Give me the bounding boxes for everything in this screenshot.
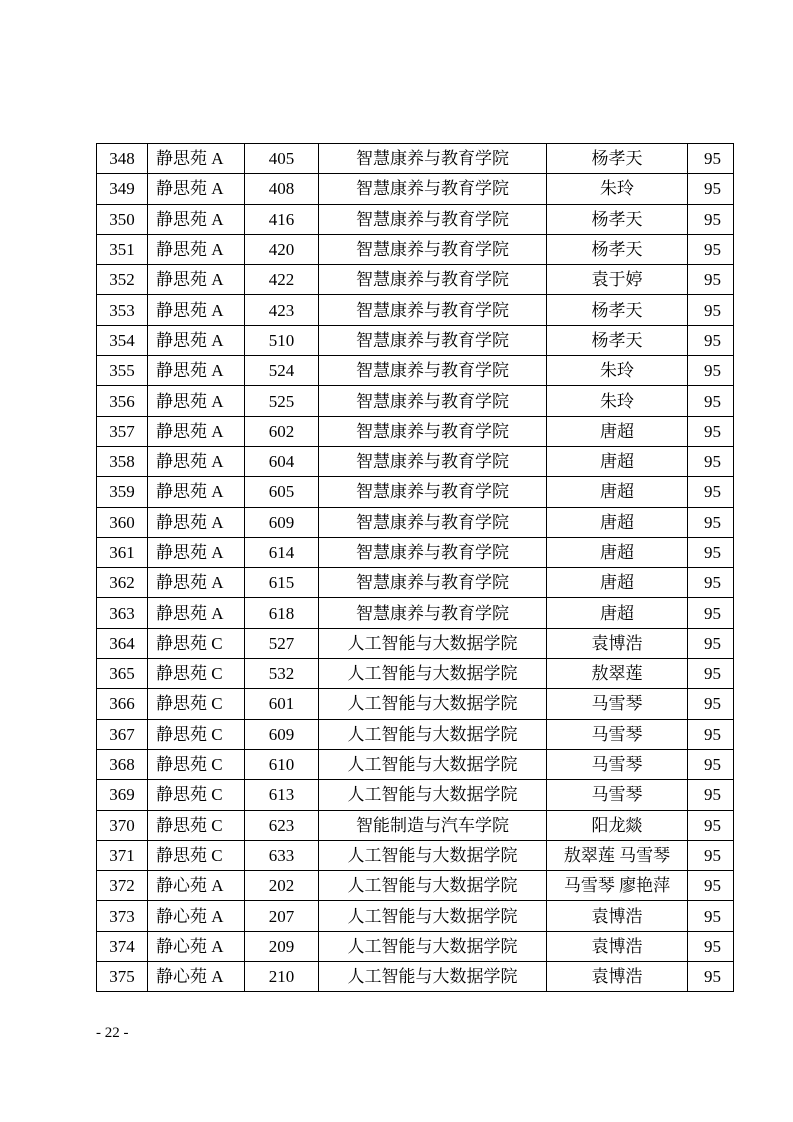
table-row [97,689,734,719]
table-row [97,477,734,507]
college-cell: 智慧康养与教育学院 [319,507,547,537]
inspector-name-cell: 杨孝天 [547,204,688,234]
building-cell: 静思苑 A [148,568,245,598]
building-cell: 静思苑 A [148,446,245,476]
room-cell: 423 [245,295,319,325]
college-cell: 智慧康养与教育学院 [319,477,547,507]
row-number-cell: 359 [97,477,148,507]
college-cell: 智慧康养与教育学院 [319,325,547,355]
table-row [97,568,734,598]
row-number-cell: 372 [97,871,148,901]
room-cell: 609 [245,507,319,537]
college-cell: 人工智能与大数据学院 [319,931,547,961]
building-cell: 静心苑 A [148,931,245,961]
college-cell: 智慧康养与教育学院 [319,234,547,264]
building-cell: 静思苑 C [148,749,245,779]
table-row [97,356,734,386]
inspector-name-cell: 唐超 [547,416,688,446]
row-number-cell: 370 [97,810,148,840]
college-cell: 智慧康养与教育学院 [319,265,547,295]
college-cell: 人工智能与大数据学院 [319,628,547,658]
score-cell: 95 [688,628,734,658]
room-cell: 610 [245,749,319,779]
room-cell: 416 [245,204,319,234]
inspector-name-cell: 唐超 [547,477,688,507]
table-row [97,174,734,204]
college-cell: 智慧康养与教育学院 [319,174,547,204]
college-cell: 人工智能与大数据学院 [319,749,547,779]
score-cell: 95 [688,871,734,901]
inspector-name-cell: 唐超 [547,446,688,476]
room-cell: 525 [245,386,319,416]
table-row [97,507,734,537]
inspector-name-cell: 杨孝天 [547,295,688,325]
row-number-cell: 362 [97,568,148,598]
score-cell: 95 [688,598,734,628]
table-row [97,537,734,567]
score-cell: 95 [688,719,734,749]
room-cell: 408 [245,174,319,204]
row-number-cell: 373 [97,901,148,931]
row-number-cell: 364 [97,628,148,658]
score-cell: 95 [688,325,734,355]
inspector-name-cell: 唐超 [547,537,688,567]
building-cell: 静思苑 A [148,386,245,416]
room-cell: 532 [245,659,319,689]
inspector-name-cell: 朱玲 [547,356,688,386]
room-cell: 613 [245,780,319,810]
room-cell: 405 [245,144,319,174]
college-cell: 人工智能与大数据学院 [319,871,547,901]
room-cell: 605 [245,477,319,507]
inspector-name-cell: 马雪琴 [547,780,688,810]
room-cell: 524 [245,356,319,386]
inspector-name-cell: 马雪琴 [547,749,688,779]
row-number-cell: 361 [97,537,148,567]
table-row [97,931,734,961]
score-cell: 95 [688,144,734,174]
row-number-cell: 363 [97,598,148,628]
score-cell: 95 [688,689,734,719]
building-cell: 静思苑 A [148,477,245,507]
row-number-cell: 371 [97,840,148,870]
score-cell: 95 [688,507,734,537]
inspector-name-cell: 袁博浩 [547,962,688,992]
table-row [97,749,734,779]
room-cell: 209 [245,931,319,961]
room-cell: 618 [245,598,319,628]
score-cell: 95 [688,234,734,264]
table-row [97,386,734,416]
row-number-cell: 353 [97,295,148,325]
row-number-cell: 350 [97,204,148,234]
row-number-cell: 368 [97,749,148,779]
score-cell: 95 [688,204,734,234]
score-cell: 95 [688,537,734,567]
table-row [97,871,734,901]
inspector-name-cell: 阳龙燚 [547,810,688,840]
building-cell: 静思苑 A [148,325,245,355]
building-cell: 静思苑 A [148,416,245,446]
college-cell: 人工智能与大数据学院 [319,780,547,810]
score-cell: 95 [688,840,734,870]
building-cell: 静思苑 C [148,810,245,840]
inspector-name-cell: 唐超 [547,568,688,598]
building-cell: 静心苑 A [148,871,245,901]
inspector-name-cell: 杨孝天 [547,325,688,355]
score-cell: 95 [688,386,734,416]
dormitory-score-table [96,143,734,992]
score-cell: 95 [688,780,734,810]
building-cell: 静思苑 A [148,295,245,325]
room-cell: 609 [245,719,319,749]
college-cell: 人工智能与大数据学院 [319,901,547,931]
inspector-name-cell: 唐超 [547,598,688,628]
college-cell: 智能制造与汽车学院 [319,810,547,840]
row-number-cell: 375 [97,962,148,992]
building-cell: 静心苑 A [148,901,245,931]
row-number-cell: 357 [97,416,148,446]
college-cell: 智慧康养与教育学院 [319,386,547,416]
inspector-name-cell: 马雪琴 [547,719,688,749]
table-row [97,416,734,446]
row-number-cell: 349 [97,174,148,204]
inspector-name-cell: 袁于婷 [547,265,688,295]
table-row [97,628,734,658]
table-row [97,204,734,234]
table-row [97,901,734,931]
room-cell: 527 [245,628,319,658]
table-row [97,780,734,810]
inspector-name-cell: 袁博浩 [547,901,688,931]
inspector-name-cell: 朱玲 [547,386,688,416]
building-cell: 静思苑 C [148,780,245,810]
inspector-name-cell: 杨孝天 [547,234,688,264]
score-cell: 95 [688,174,734,204]
score-cell: 95 [688,659,734,689]
room-cell: 615 [245,568,319,598]
row-number-cell: 365 [97,659,148,689]
building-cell: 静思苑 A [148,356,245,386]
building-cell: 静思苑 C [148,628,245,658]
room-cell: 420 [245,234,319,264]
table-row [97,144,734,174]
inspector-name-cell: 马雪琴 [547,689,688,719]
table-row [97,265,734,295]
row-number-cell: 352 [97,265,148,295]
page-number: - 22 - [96,1025,129,1041]
college-cell: 智慧康养与教育学院 [319,537,547,567]
college-cell: 人工智能与大数据学院 [319,719,547,749]
building-cell: 静思苑 C [148,659,245,689]
row-number-cell: 348 [97,144,148,174]
room-cell: 210 [245,962,319,992]
building-cell: 静思苑 A [148,204,245,234]
college-cell: 智慧康养与教育学院 [319,204,547,234]
table-row [97,659,734,689]
college-cell: 智慧康养与教育学院 [319,568,547,598]
inspector-name-cell: 袁博浩 [547,628,688,658]
score-cell: 95 [688,962,734,992]
row-number-cell: 354 [97,325,148,355]
score-cell: 95 [688,931,734,961]
room-cell: 623 [245,810,319,840]
row-number-cell: 355 [97,356,148,386]
inspector-name-cell: 袁博浩 [547,931,688,961]
row-number-cell: 358 [97,446,148,476]
building-cell: 静思苑 A [148,598,245,628]
score-cell: 95 [688,446,734,476]
table-row [97,446,734,476]
college-cell: 智慧康养与教育学院 [319,356,547,386]
row-number-cell: 360 [97,507,148,537]
college-cell: 智慧康养与教育学院 [319,144,547,174]
table-row [97,598,734,628]
building-cell: 静思苑 C [148,840,245,870]
inspector-name-cell: 朱玲 [547,174,688,204]
building-cell: 静思苑 A [148,174,245,204]
room-cell: 207 [245,901,319,931]
score-cell: 95 [688,810,734,840]
row-number-cell: 356 [97,386,148,416]
room-cell: 604 [245,446,319,476]
table-row [97,840,734,870]
room-cell: 601 [245,689,319,719]
building-cell: 静思苑 A [148,507,245,537]
inspector-name-cell: 唐超 [547,507,688,537]
building-cell: 静思苑 C [148,719,245,749]
inspector-name-cell: 马雪琴 廖艳萍 [547,871,688,901]
score-cell: 95 [688,749,734,779]
score-cell: 95 [688,356,734,386]
inspector-name-cell: 敖翠莲 马雪琴 [547,840,688,870]
table-body [97,144,734,992]
row-number-cell: 367 [97,719,148,749]
score-cell: 95 [688,568,734,598]
room-cell: 510 [245,325,319,355]
table-row [97,719,734,749]
score-cell: 95 [688,477,734,507]
building-cell: 静思苑 A [148,234,245,264]
room-cell: 202 [245,871,319,901]
building-cell: 静心苑 A [148,962,245,992]
building-cell: 静思苑 A [148,265,245,295]
table-row [97,295,734,325]
score-cell: 95 [688,901,734,931]
row-number-cell: 369 [97,780,148,810]
room-cell: 602 [245,416,319,446]
inspector-name-cell: 杨孝天 [547,144,688,174]
row-number-cell: 366 [97,689,148,719]
table-row [97,810,734,840]
score-cell: 95 [688,265,734,295]
college-cell: 智慧康养与教育学院 [319,446,547,476]
table-row [97,962,734,992]
college-cell: 智慧康养与教育学院 [319,598,547,628]
room-cell: 614 [245,537,319,567]
college-cell: 人工智能与大数据学院 [319,840,547,870]
building-cell: 静思苑 A [148,537,245,567]
score-cell: 95 [688,295,734,325]
college-cell: 人工智能与大数据学院 [319,659,547,689]
table-row [97,234,734,264]
dormitory-score-table-container [96,143,733,992]
row-number-cell: 351 [97,234,148,264]
college-cell: 智慧康养与教育学院 [319,416,547,446]
building-cell: 静思苑 A [148,144,245,174]
college-cell: 人工智能与大数据学院 [319,689,547,719]
room-cell: 422 [245,265,319,295]
building-cell: 静思苑 C [148,689,245,719]
inspector-name-cell: 敖翠莲 [547,659,688,689]
college-cell: 智慧康养与教育学院 [319,295,547,325]
score-cell: 95 [688,416,734,446]
college-cell: 人工智能与大数据学院 [319,962,547,992]
table-row [97,325,734,355]
room-cell: 633 [245,840,319,870]
row-number-cell: 374 [97,931,148,961]
